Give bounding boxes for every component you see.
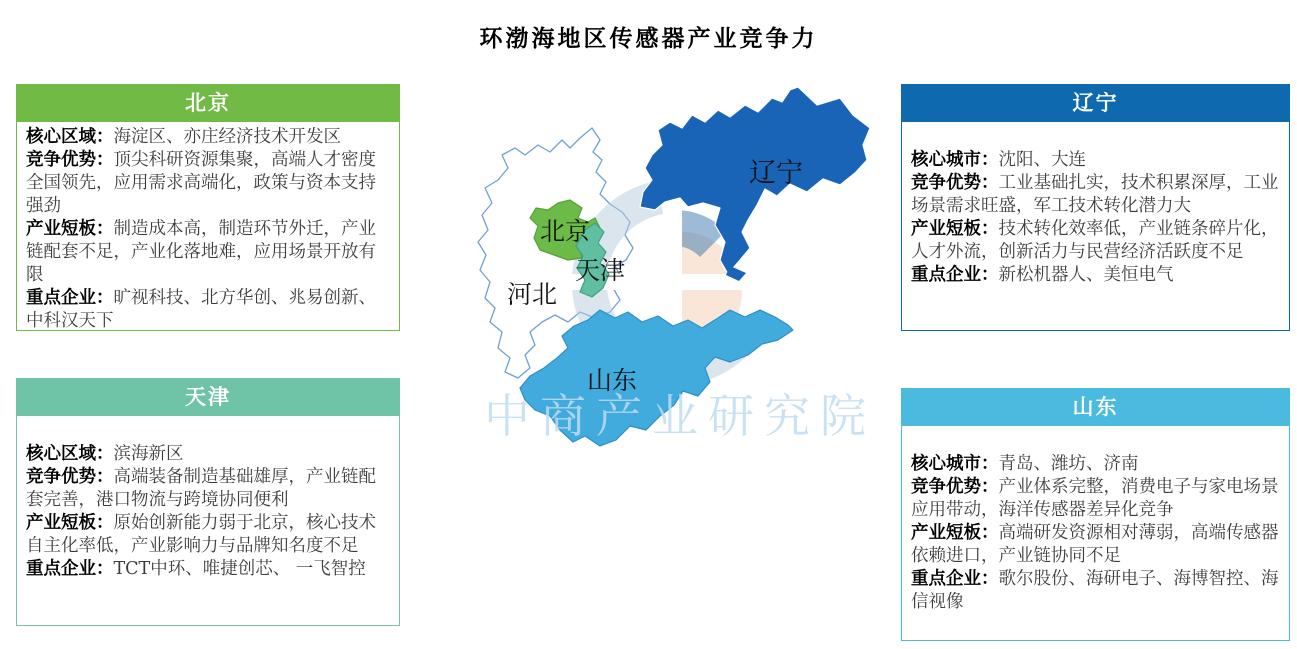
panel-tianjin — [16, 378, 400, 626]
row-advantage: 竞争优势：工业基础扎实，技术积累深厚，工业场景需求旺盛，军工技术转化潜力大 — [911, 173, 1279, 216]
row-advantage: 竞争优势：顶尖科研资源集聚，高端人才密度全国领先，应用需求高端化，政策与资本支持强劲 — [26, 150, 376, 216]
row-key-companies: 重点企业：TCT中环、唯捷创芯、 一飞智控 — [26, 559, 366, 579]
row-key-companies: 重点企业：旷视科技、北方华创、兆易创新、中科汉天下 — [26, 288, 376, 331]
page-title: 环渤海地区传感器产业竞争力 — [479, 25, 818, 52]
panel-tianjin-header: 天津 — [16, 378, 400, 416]
row-shortboard: 产业短板：制造成本高，制造环节外迁，产业链配套不足，产业化落地难，应用场景开放有限 — [26, 219, 376, 285]
panel-shandong — [901, 388, 1290, 641]
row-shortboard: 产业短板：原始创新能力弱于北京，核心技术自主化率低，产业影响力与品牌知名度不足 — [26, 513, 376, 556]
map-label-hebei: 河北 — [506, 280, 558, 309]
panel-shandong-body — [901, 426, 1290, 641]
row-advantage: 竞争优势：高端装备制造基础雄厚，产业链配套完善，港口物流与跨境协同便利 — [26, 467, 376, 510]
row-shortboard: 产业短板：技术转化效率低，产业链条碎片化，人才外流，创新活力与民营经济活跃度不足 — [911, 219, 1279, 262]
panel-liaoning-header: 辽宁 — [901, 84, 1290, 122]
panel-beijing-header: 北京 — [16, 84, 400, 122]
bohai-rim-map — [430, 60, 890, 480]
row-key-companies: 重点企业：新松机器人、美恒电气 — [911, 265, 1174, 285]
panel-tianjin-body — [16, 416, 400, 626]
row-core-cities: 核心城市：青岛、潍坊、济南 — [911, 454, 1139, 474]
row-shortboard: 产业短板：高端研发资源相对薄弱，高端传感器依赖进口，产业链协同不足 — [911, 523, 1279, 566]
map-label-beijing: 北京 — [539, 217, 591, 246]
row-core-cities: 核心城市：沈阳、大连 — [911, 150, 1086, 170]
row-key-companies: 重点企业：歌尔股份、海研电子、海博智控、海信视像 — [911, 569, 1279, 612]
panel-beijing — [16, 84, 400, 331]
panel-beijing-body — [16, 122, 400, 331]
panel-liaoning — [901, 84, 1290, 331]
map-label-tianjin: 天津 — [574, 256, 626, 285]
row-core-area: 核心区域：滨海新区 — [26, 444, 184, 464]
row-advantage: 竞争优势：产业体系完整，消费电子与家电场景应用带动，海洋传感器差异化竞争 — [911, 477, 1279, 520]
map-label-shandong: 山东 — [586, 366, 638, 395]
panel-shandong-header: 山东 — [901, 388, 1290, 426]
row-core-area: 核心区域：海淀区、亦庄经济技术开发区 — [26, 127, 341, 147]
map-label-liaoning: 辽宁 — [749, 158, 803, 189]
panel-liaoning-body — [901, 122, 1290, 331]
watermark-text: 中商产业研究院 — [484, 389, 876, 443]
